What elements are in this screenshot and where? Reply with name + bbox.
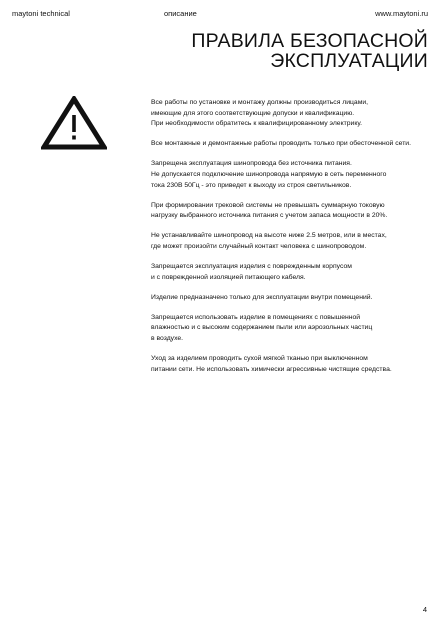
rule-paragraph: Запрещена эксплуатация шинопровода без источника питания. Не допускается подключение шинопровода напрямую в сеть переменного тока 230В 50Гц - это приведет к выходу из строя светильников. — [151, 160, 387, 189]
rule-paragraph: Изделие предназначено только для эксплуатации внутри помещений. — [151, 293, 373, 301]
safety-rules — [151, 98, 431, 385]
brand-name: maytoni technical — [12, 9, 70, 18]
page-header — [12, 9, 428, 21]
rule-paragraph: Не устанавливайте шинопровод на высоте ниже 2.5 метров, или в местах, где может произойти случайный контакт человека с шинопроводом. — [151, 232, 387, 250]
rule-paragraph: Уход за изделием проводить сухой мягкой тканью при выключенном питании сети. Не использовать химически агрессивные чистящие средства. — [151, 355, 392, 373]
title-line-2: ЭКСПЛУАТАЦИИ — [270, 50, 428, 72]
page-title — [128, 31, 428, 71]
page-number: 4 — [422, 605, 427, 614]
section-name: описание — [164, 9, 197, 18]
rule-paragraph: Все монтажные и демонтажные работы проводить только при обесточенной сети. — [151, 140, 411, 148]
title-line-1: ПРАВИЛА БЕЗОПАСНОЙ — [191, 30, 428, 52]
rule-paragraph: Все работы по установке и монтажу должны производиться лицами, имеющие для этого соответствующие допуски и квалификацию. При необходимости обратитесь к квалифицированному электрику. — [151, 99, 369, 128]
rule-paragraph: Запрещается эксплуатация изделия с поврежденным корпусом и с поврежденной изоляцией питающего кабеля. — [151, 263, 352, 281]
rule-paragraph: Запрещается использовать изделие в помещениях с повышенной влажностью и с высоким содержанием пыли или аэрозольных частиц в воздухе. — [151, 313, 373, 342]
warning-triangle-icon — [41, 96, 107, 150]
rule-paragraph: При формировании трековой системы не превышать суммарную токовую нагрузку выбранного источника питания с учетом запаса мощности в 20%. — [151, 201, 388, 220]
website-url: www.maytoni.ru — [375, 9, 428, 18]
